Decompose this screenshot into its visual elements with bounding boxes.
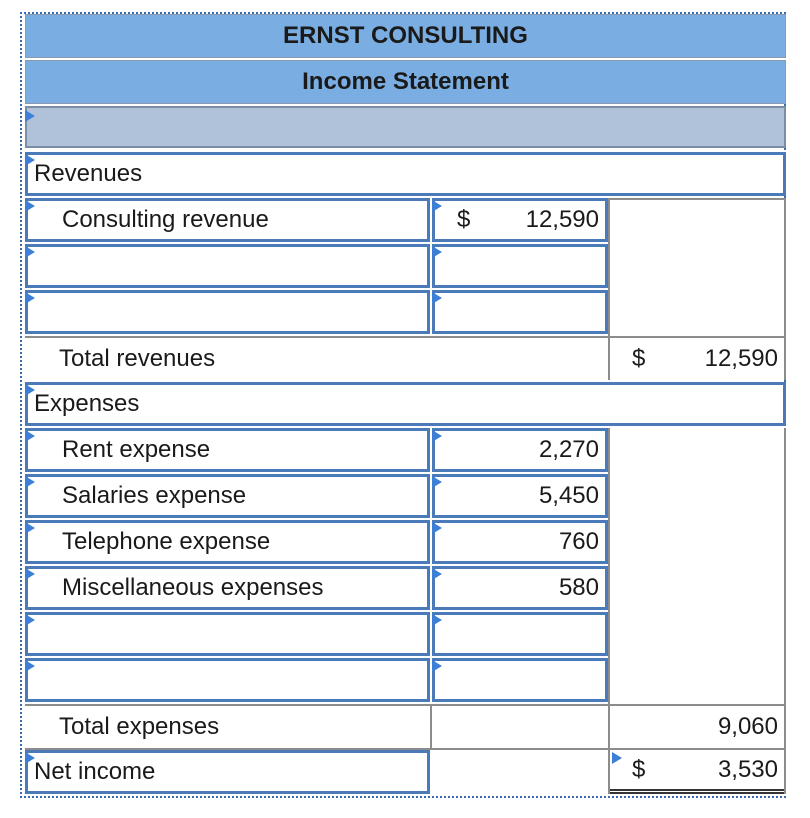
input-marker-icon: [25, 200, 35, 212]
input-marker-icon: [432, 430, 442, 442]
net-income-field[interactable]: [610, 750, 784, 790]
column-divider: [784, 428, 786, 704]
expense-label-field[interactable]: Rent expense: [25, 428, 430, 472]
input-marker-icon: [432, 660, 442, 672]
column-divider: [608, 198, 786, 200]
net-income-subtotal-field[interactable]: [432, 750, 608, 794]
column-divider: [608, 750, 610, 794]
revenue-label-field-empty[interactable]: [25, 290, 430, 334]
column-divider: [608, 336, 610, 380]
total-expenses-amount[interactable]: 9,060: [610, 706, 784, 748]
input-marker-icon: [25, 384, 35, 396]
revenue-amount: 12,590: [525, 206, 599, 233]
input-marker-icon: [612, 752, 622, 764]
column-divider: [784, 704, 786, 748]
expense-label-field[interactable]: Telephone expense: [25, 520, 430, 564]
revenue-amount-field[interactable]: [432, 198, 608, 242]
input-marker-icon: [432, 200, 442, 212]
input-marker-icon: [25, 476, 35, 488]
expense-label-field[interactable]: Miscellaneous expenses: [25, 566, 430, 610]
revenue-amount-field-empty[interactable]: [432, 290, 608, 334]
column-divider: [608, 198, 610, 336]
expenses-heading[interactable]: Expenses: [25, 382, 786, 426]
expense-amount-field[interactable]: 5,450: [432, 474, 608, 518]
expense-amount-field[interactable]: 760: [432, 520, 608, 564]
column-divider: [608, 704, 610, 748]
total-revenues-field[interactable]: [610, 338, 784, 380]
input-marker-icon: [25, 752, 35, 764]
expense-amount-field-empty[interactable]: [432, 658, 608, 702]
expense-label-field[interactable]: Salaries expense: [25, 474, 430, 518]
input-marker-icon: [25, 522, 35, 534]
currency-symbol: $: [632, 756, 646, 783]
input-marker-icon: [25, 430, 35, 442]
double-underline: [610, 789, 784, 794]
revenue-amount-field-empty[interactable]: [432, 244, 608, 288]
net-income-label-field[interactable]: Net income: [25, 750, 430, 794]
column-divider: [608, 428, 610, 704]
revenue-label-field-empty[interactable]: [25, 244, 430, 288]
input-marker-icon: [432, 246, 442, 258]
currency-symbol: $: [632, 345, 646, 372]
total-revenues-amount: 12,590: [704, 345, 778, 372]
input-marker-icon: [432, 522, 442, 534]
input-marker-icon: [25, 292, 35, 304]
total-revenues-label: Total revenues: [25, 338, 430, 380]
input-marker-icon: [25, 614, 35, 626]
currency-symbol: $: [457, 206, 471, 233]
revenues-heading[interactable]: Revenues: [25, 152, 786, 196]
column-divider: [430, 704, 432, 748]
expense-label-field-empty[interactable]: [25, 658, 430, 702]
total-expenses-label: Total expenses: [25, 706, 430, 748]
net-income-amount: 3,530: [717, 756, 778, 783]
total-expenses-subtotal-field[interactable]: [432, 706, 608, 748]
expense-amount-field-empty[interactable]: [432, 612, 608, 656]
input-marker-icon: [25, 660, 35, 672]
input-marker-icon: [432, 292, 442, 304]
expense-amount-field[interactable]: 580: [432, 566, 608, 610]
column-divider: [784, 750, 786, 794]
company-name: ERNST CONSULTING: [25, 14, 786, 58]
date-input-band[interactable]: [25, 106, 786, 148]
input-marker-icon: [432, 568, 442, 580]
input-marker-icon: [25, 246, 35, 258]
revenue-label-field[interactable]: Consulting revenue: [25, 198, 430, 242]
column-divider: [784, 198, 786, 336]
input-marker-icon: [25, 568, 35, 580]
expense-label-field-empty[interactable]: [25, 612, 430, 656]
statement-title: Income Statement: [25, 60, 786, 104]
input-marker-icon: [432, 614, 442, 626]
column-divider: [784, 336, 786, 380]
input-marker-icon: [25, 110, 35, 122]
input-marker-icon: [432, 476, 442, 488]
input-marker-icon: [25, 154, 35, 166]
expense-amount-field[interactable]: 2,270: [432, 428, 608, 472]
